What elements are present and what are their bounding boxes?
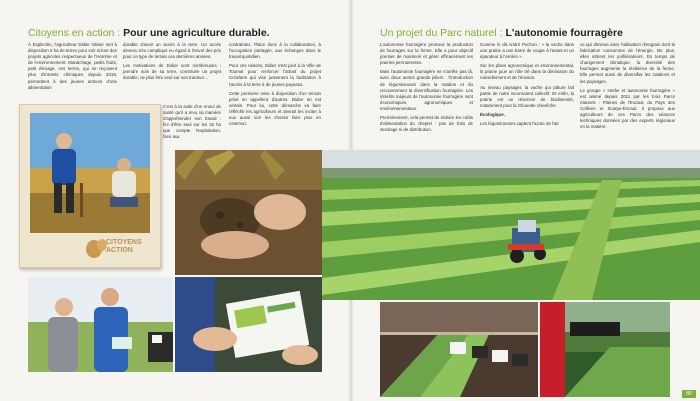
left-col3-paragraph-2: Pour ces raisons, Didier s'est joint à la Ville de Tournai pour renforcer l'attrait du projet Créafarm qui vise justement la facilitation à l'accès à la terre à de jeunes paysans. bbox=[229, 63, 321, 87]
cows-barn-photo bbox=[380, 302, 538, 397]
right-col2-paragraph-4: Les légumineuses captent l'azote de l'air bbox=[480, 121, 559, 127]
left-col3-paragraph-1: contraintes. Place donc à la collaboration, à l'occupation partagée, aux échanges dans le travail quotidien. bbox=[229, 42, 321, 60]
polaroid-frame bbox=[19, 104, 161, 268]
left-col1-text: À Esplechin, l'agriculteur Didier Olivier met à disposition 6 ha de terres pour voir éclore des projets agricoles respectueux de l'Homme et de l'environnement. Maraichage, petits fruits, petit élevage, ces terres, qui ne reçoivent plus d'intrants chimiques depuis 2018, permettent à des jeunes acteurs d'une alimentation bbox=[28, 42, 117, 90]
logo-text bbox=[106, 239, 142, 255]
right-col2-paragraph-2: Sur les plans agronomique et environnemental, la prairie joue un rôle clé dans la diminution du ruissellement et de l'érosion. bbox=[480, 63, 574, 81]
tractor-field-photo bbox=[322, 150, 700, 300]
left-column-1 bbox=[28, 42, 117, 104]
left-col3-paragraph-3: Cette première mise à disposition d'un terrain privé en appellera d'autres. Didier en est certain. Pour lui, cette démarche va faire réfléchir les agriculteurs et devrait les inciter à eux aussi voir les choses bien plus en commun. bbox=[229, 90, 321, 127]
left-heading bbox=[28, 27, 270, 39]
right-heading-title: L'autonomie fourragère bbox=[505, 27, 623, 39]
right-col1-paragraph-3: Premièrement, cela permet de réduire les coûts d'alimentation du cheptel : pas de frais de stockage ni de distribution. bbox=[380, 115, 473, 133]
right-heading-lead: Un projet du Parc naturel : bbox=[380, 27, 506, 39]
right-col2-subheading: Écologique. bbox=[480, 111, 505, 117]
logo-text-line-2: ACTION bbox=[106, 247, 133, 254]
left-heading-title: Pour une agriculture durable. bbox=[123, 27, 270, 39]
left-col2-paragraph-3: C'est à la suite d'un ennui de santé qu'il a revu sa manière d'appréhender son travail : fini d'être seul sur les 32 ha que compte l'exploitation, face aux bbox=[163, 104, 221, 140]
left-column-2b bbox=[163, 104, 221, 149]
left-col2-paragraph-2: Les motivations de Didier sont nombreuses : prendre soin de sa terre, construire un projet durable, ne plus être seul sur son tracteur… bbox=[123, 63, 221, 81]
right-col3-paragraph-1: ce qui diminue ainsi l'utilisation d'engrais dont la fabrication consomme de l'énergie. De plus, elles attirent les pollinisateurs. En temps de changement climatique, la diversité des fourrages augmente la résilience de la ferme. Elle permet aussi de diversifier les rotations et les paysages. bbox=[580, 42, 675, 84]
right-col2-paragraph-3: Au niveau paysager, la vache qui pâture fait partie de notre inconscient collectif. Et enfin, la prairie est un réservoir de biodiversité, notamment pour la Chouette chevêche. bbox=[480, 84, 574, 108]
right-column-3 bbox=[580, 42, 675, 146]
right-column-2 bbox=[480, 42, 574, 146]
page-number: 80 bbox=[682, 390, 696, 398]
soil-hands-photo bbox=[175, 150, 322, 275]
left-column-3 bbox=[229, 42, 321, 150]
right-col1-paragraph-2: Mais l'autonomie fourragère ne s'arrête pas là, avec deux autres grands piliers : l'introduction de légumineuses dans la rotation et du recouvrement la diversification fourragère. Les intérêts majeurs de l'autonomie fourragère sont économiques, agronomiques et environnementaux. bbox=[380, 69, 473, 111]
left-heading-lead: Citoyens en action : bbox=[28, 27, 124, 39]
right-col2-paragraph-1: Comme le dit André Pochon : « la vache dans une prairie a une barre de coupe à l'avant et un épandeur à l'arrière ». bbox=[480, 42, 574, 60]
leaflet-photo bbox=[175, 277, 322, 372]
harvester-photo bbox=[540, 302, 670, 397]
right-col1-paragraph-1: L'autonomie fourragère promeut la production de fourrages sur la ferme. Elle a pour objectif premier de maintenir et gérer efficacement les prairies permanentes. bbox=[380, 42, 473, 66]
farmers-photo bbox=[30, 113, 150, 233]
right-column-1 bbox=[380, 42, 473, 146]
right-heading bbox=[380, 27, 623, 39]
left-col2-paragraph-1: durable d'avoir un accès à la terre. Un accès devenu très compliqué eu égard à l'envol des prix pour ce type de terrain ces dernières années. bbox=[123, 42, 221, 60]
logo-text-line-1: CITOYENS bbox=[106, 239, 142, 246]
field-discussion-photo bbox=[28, 277, 173, 372]
right-col3-paragraph-2: Le groupe « Herbe et autonomie fourragère » est animé depuis 2011 par les trois Parcs naturels : Plaines de l'Escaut, du Pays des Collines et Scarpe-Escaut. Il propose aux agriculteurs de ces Parcs des séances techniques données par des experts régionaux en la matière. bbox=[580, 87, 675, 130]
